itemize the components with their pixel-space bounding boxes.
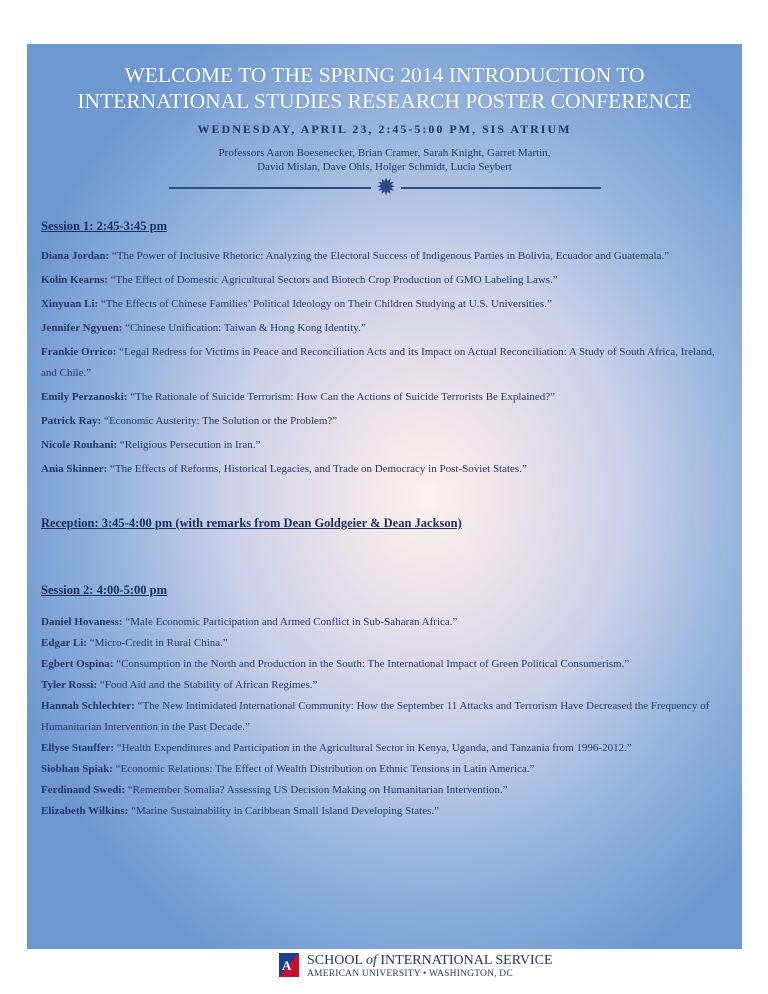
poster-title: “Chinese Unification: Taiwan & Hong Kong Identity.” [125, 322, 366, 334]
presenter-entry [41, 696, 731, 738]
presenter-name: Kolin Kearns: [41, 274, 108, 286]
presenter-name: Patrick Ray: [41, 415, 102, 427]
presenter-entry [41, 675, 731, 696]
poster-title: “Legal Redress for Victims in Peace and Reconciliation Acts and its Impact on Actual Reconciliation: A Study of South Africa, Ireland, and Chile.” [41, 346, 715, 379]
presenter-name: Ania Skinner: [41, 463, 108, 475]
presenter-entry [41, 387, 731, 408]
poster-title: “The Effects of Chinese Families’ Political Ideology on Their Children Studying at U.S. Universities.” [100, 298, 552, 310]
presenter-entry [41, 294, 731, 315]
session-2-list [41, 612, 731, 822]
divider-line-left [169, 187, 371, 189]
presenter-name: Siobhan Spiak: [41, 763, 113, 775]
presenter-entry [41, 246, 731, 267]
svg-text:A: A [282, 958, 292, 973]
professors-list [27, 146, 742, 174]
event-date-location: WEDNESDAY, APRIL 23, 2:45-5:00 PM, SIS ATRIUM [197, 122, 572, 136]
school-name-of: of [366, 953, 377, 968]
poster-title: “Religious Persecution in Iran.” [119, 439, 261, 451]
ornamental-divider [169, 174, 601, 202]
session-1-heading: Session 1: 2:45-3:45 pm [41, 219, 168, 233]
poster-title: “Health Expenditures and Participation in the Agricultural Sector in Kenya, Uganda, and Tanzania from 1996-2012.” [116, 742, 632, 754]
poster-title: “Economic Relations: The Effect of Wealth Distribution on Ethnic Tensions in Latin America.” [115, 763, 535, 775]
presenter-name: Emily Perzanoski: [41, 391, 128, 403]
title-line-2: INTERNATIONAL STUDIES RESEARCH POSTER CONFERENCE [77, 89, 692, 113]
presenter-name: Egbert Ospina: [41, 658, 114, 670]
presenter-name: Ferdinand Swedi: [41, 784, 126, 796]
presenter-name: Edgar Li: [41, 637, 87, 649]
session-1-list [41, 246, 731, 483]
poster-title: “Remember Somalia? Assessing US Decision Making on Humanitarian Intervention.” [127, 784, 508, 796]
presenter-entry [41, 459, 731, 480]
poster-title: “The New Intimidated International Community: How the September 11 Attacks and Terrorism Have Decreased the Frequency of Humanitarian Intervention in the Past Decade.” [41, 700, 710, 733]
school-name-part1: SCHOOL [307, 953, 366, 968]
presenter-name: Jennifer Ngyuen: [41, 322, 123, 334]
poster-title: “The Rationale of Suicide Terrorism: How Can the Actions of Suicide Terrorists Be Explained?” [130, 391, 556, 403]
presenter-name: Diana Jordan: [41, 250, 110, 262]
presenter-entry [41, 435, 731, 456]
presenter-entry [41, 801, 731, 822]
presenter-entry [41, 411, 731, 432]
school-logo-block [279, 953, 553, 981]
poster-title: “The Effects of Reforms, Historical Legacies, and Trade on Democracy in Post-Soviet States.” [110, 463, 527, 475]
poster-title: “Marine Sustainability in Caribbean Small Island Developing States.” [131, 805, 439, 817]
presenter-entry [41, 342, 731, 384]
presenter-entry [41, 633, 731, 654]
presenter-entry [41, 612, 731, 633]
presenter-entry [41, 318, 731, 339]
poster-title: “The Power of Inclusive Rhetoric: Analyzing the Electoral Success of Indigenous Parties in Bolivia, Ecuador and Guatemala.” [111, 250, 670, 262]
starburst-icon: ✹ [375, 175, 397, 201]
presenter-entry [41, 780, 731, 801]
poster-title: “Consumption in the North and Production in the South: The International Impact of Green Political Consumerism.” [116, 658, 630, 670]
presenter-name: Frankie Orrico: [41, 346, 117, 358]
poster-title: “Economic Austerity: The Solution or the Problem?” [103, 415, 338, 427]
poster-title: “Food Aid and the Stability of African Regimes.” [99, 679, 318, 691]
professors-line-2: David Mislan, Dave Ohls, Holger Schmidt, Lucia Seybert [257, 161, 512, 173]
american-university-logo-icon [279, 953, 299, 977]
presenter-name: Nicole Rouhani: [41, 439, 118, 451]
school-name-part2: INTERNATIONAL SERVICE [376, 953, 553, 968]
presenter-name: Ellyse Stauffer: [41, 742, 115, 754]
poster-title: “Micro-Credit in Rural China.” [89, 637, 228, 649]
reception-heading: Reception: 3:45-4:00 pm (with remarks from Dean Goldgeier & Dean Jackson) [41, 516, 462, 530]
presenter-name: Elizabeth Wilkins: [41, 805, 129, 817]
presenter-entry [41, 270, 731, 291]
professors-line-1: Professors Aaron Boesenecker, Brian Cramer, Sarah Knight, Garret Martin, [218, 147, 551, 159]
presenter-name: Daniel Hovaness: [41, 616, 123, 628]
presenter-entry [41, 654, 731, 675]
presenter-entry [41, 759, 731, 780]
divider-line-right [401, 187, 601, 189]
school-name [307, 953, 553, 969]
presenter-name: Xinyuan Li: [41, 298, 99, 310]
university-location: AMERICAN UNIVERSITY • WASHINGTON, DC [307, 969, 513, 979]
presenter-entry [41, 738, 731, 759]
poster-title: “The Effect of Domestic Agricultural Sectors and Biotech Crop Production of GMO Labeling Laws.” [110, 274, 558, 286]
presenter-name: Hannah Schlechter: [41, 700, 135, 712]
poster-title: “Male Economic Participation and Armed Conflict in Sub-Saharan Africa.” [125, 616, 458, 628]
title-line-1: WELCOME TO THE SPRING 2014 INTRODUCTION TO [124, 63, 645, 87]
session-2-heading: Session 2: 4:00-5:00 pm [41, 583, 168, 597]
presenter-name: Tyler Rossi: [41, 679, 98, 691]
conference-title [27, 62, 742, 114]
